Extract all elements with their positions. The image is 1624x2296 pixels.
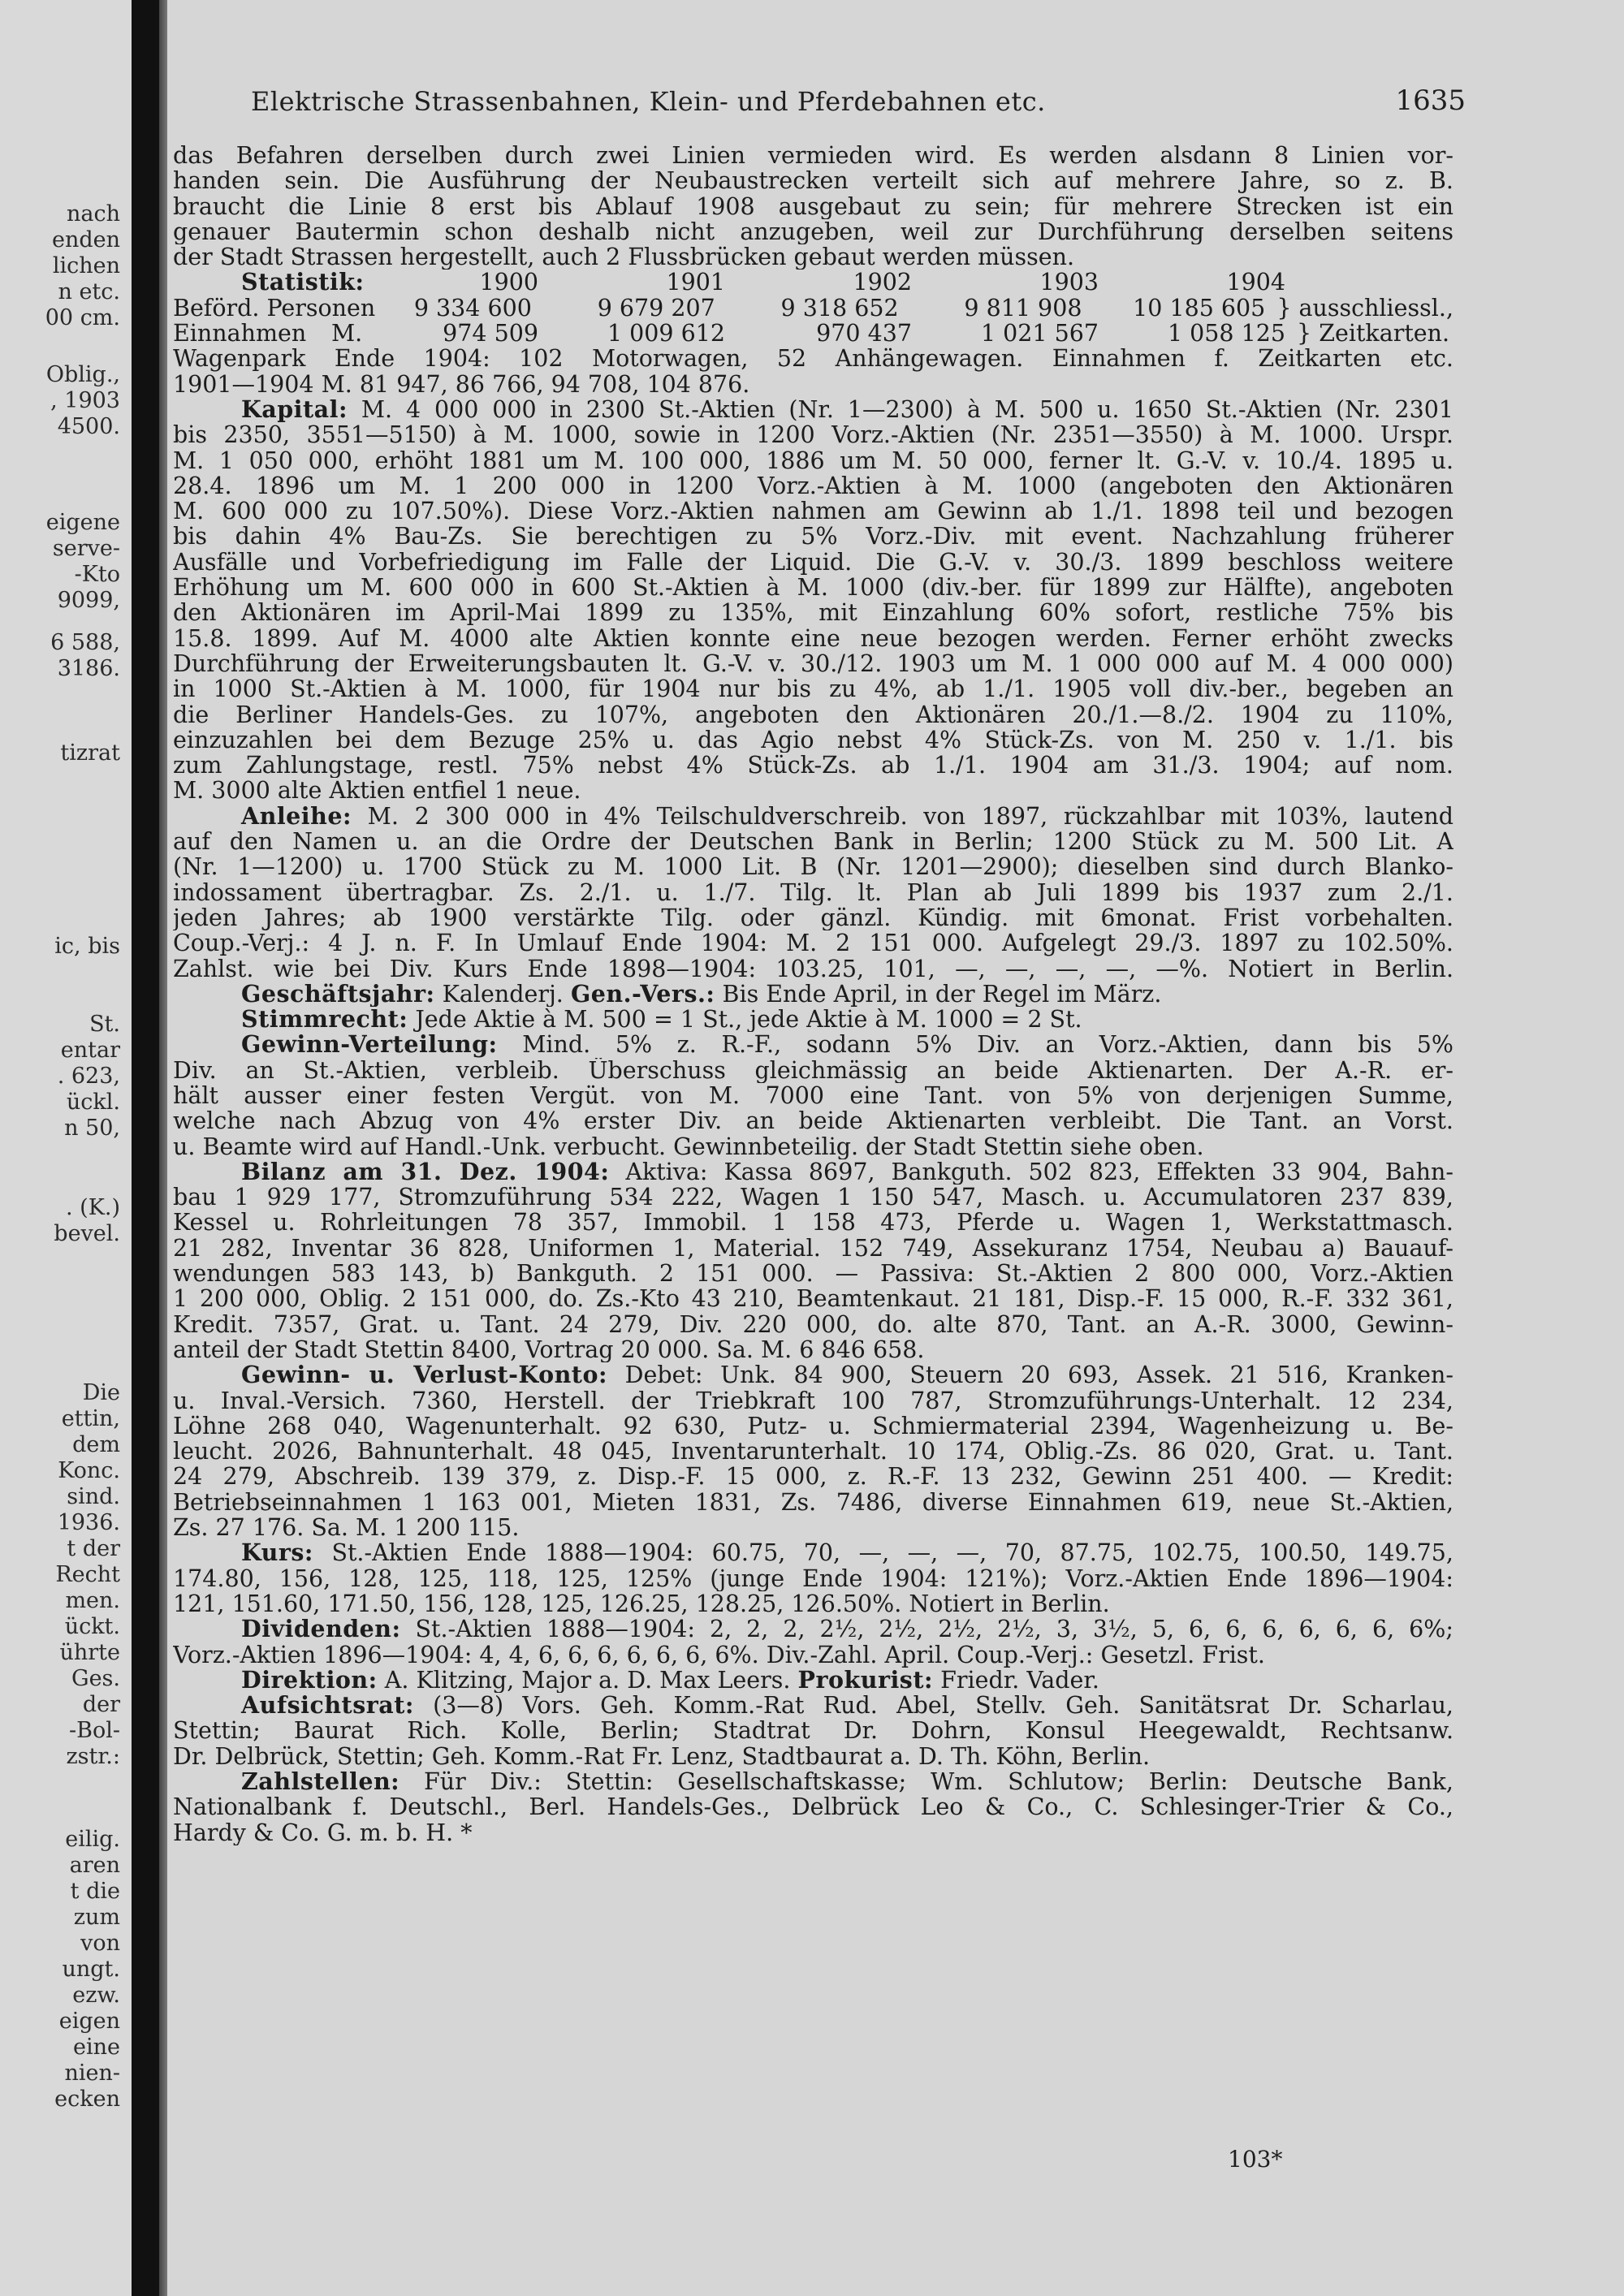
intro-paragraph bbox=[173, 143, 1453, 270]
text-line bbox=[173, 1032, 1453, 1057]
facing-page-fragment: n 50, bbox=[64, 1116, 120, 1141]
text-run: M. 4 000 000 in 2300 St.-Aktien (Nr. 1—2300) à M. 500 u. 1650 St.-Aktien (Nr. 2301 bbox=[347, 396, 1453, 423]
facing-page-fragment: von bbox=[80, 1931, 120, 1956]
text-run: M. 600 000 zu 107.50%). Diese Vorz.-Aktien nahmen am Gewinn ab 1./1. 1898 teil und bezogen bbox=[173, 498, 1453, 524]
text-line bbox=[173, 982, 1453, 1007]
facing-page-fragment: ückl. bbox=[66, 1090, 120, 1115]
statistik-value: 974 509 bbox=[443, 320, 538, 347]
left-page-margin-fragments bbox=[0, 0, 132, 2296]
statistik-value: 1 009 612 bbox=[607, 320, 725, 347]
text-line bbox=[173, 1566, 1453, 1591]
text-run: Löhne 268 040, Wagenunterhalt. 92 630, Putz- u. Schmiermaterial 2394, Wagenheizung u. Be- bbox=[173, 1413, 1453, 1439]
text-run: M. 3000 alte Aktien entfiel 1 neue. bbox=[173, 778, 581, 804]
text-run: 28.4. 1896 um M. 1 200 000 in 1200 Vorz.-Aktien à M. 1000 (angeboten den Aktionären bbox=[173, 473, 1453, 499]
text-line bbox=[173, 346, 1453, 371]
body-text bbox=[173, 143, 1453, 1845]
text-line bbox=[173, 1464, 1453, 1489]
text-line bbox=[173, 1261, 1453, 1286]
text-line bbox=[173, 727, 1453, 753]
facing-page-fragment: nach bbox=[67, 201, 120, 227]
text-line bbox=[173, 753, 1453, 778]
statistik-year: 1900 bbox=[479, 269, 538, 296]
facing-page-fragment: ungt. bbox=[62, 1957, 120, 1982]
text-run: Zs. 27 176. Sa. M. 1 200 115. bbox=[173, 1515, 520, 1541]
facing-page-fragment: n etc. bbox=[58, 279, 120, 304]
text-run: 121, 151.60, 171.50, 156, 128, 125, 126.25, 128.25, 126.50%. Notiert in Berlin. bbox=[173, 1590, 1110, 1617]
facing-page-fragment: eigene bbox=[45, 510, 120, 535]
section-label: Anleihe: bbox=[241, 803, 352, 830]
text-run: Bis Ende April, in der Regel im März. bbox=[715, 981, 1162, 1008]
text-line: genauer Bautermin schon deshalb nicht anzugeben, weil zur Durchführung derselben seitens bbox=[173, 218, 1453, 245]
facing-page-fragment: 00 cm. bbox=[45, 305, 120, 330]
text-line bbox=[173, 1439, 1453, 1464]
page-number: 1635 bbox=[1395, 84, 1466, 117]
statistik-year: 1903 bbox=[1039, 269, 1099, 296]
statistik-value: 9 679 207 bbox=[597, 294, 715, 322]
text-run: 24 279, Abschreib. 139 379, z. Disp.-F. 15 000, z. R.-F. 13 232, Gewinn 251 400. — Kredit: bbox=[173, 1464, 1453, 1490]
statistik-value: 9 811 908 bbox=[964, 294, 1082, 322]
text-run: die Berliner Handels-Ges. zu 107%, angeboten den Aktionären 20./1.—8./2. 1904 zu 110%, bbox=[173, 701, 1453, 727]
text-run: Kessel u. Rohrleitungen 78 357, Immobil. 1 158 473, Pferde u. Wagen 1, Werkstattmasch. bbox=[173, 1210, 1453, 1236]
text-run: (3—8) Vors. Geh. Komm.-Rat Rud. Abel, Stellv. Geh. Sanitätsrat Dr. Scharlau, bbox=[413, 1693, 1453, 1719]
facing-page-fragment: tizrat bbox=[60, 740, 120, 766]
section-label: Geschäftsjahr: bbox=[241, 981, 435, 1008]
text-line bbox=[173, 1769, 1453, 1794]
text-run: zum Zahlungstage, restl. 75% nebst 4% Stück-Zs. ab 1./1. 1904 am 31./3. 1904; auf nom. bbox=[173, 753, 1453, 779]
text-line bbox=[173, 1286, 1453, 1311]
facing-page-fragment: aren bbox=[69, 1853, 120, 1878]
section-label: Prokurist: bbox=[797, 1667, 934, 1694]
text-run: Kredit. 7357, Grat. u. Tant. 24 279, Div. 220 000, do. alte 870, Tant. an A.-R. 3000, Gewinn- bbox=[173, 1311, 1453, 1337]
text-run: welche nach Abzug von 4% erster Div. an beide Aktienarten verbleibt. Die Tant. an Vorst. bbox=[173, 1108, 1453, 1134]
facing-page-fragment: 3186. bbox=[57, 656, 120, 681]
text-line bbox=[173, 1236, 1453, 1261]
statistik-year: 1901 bbox=[666, 269, 725, 296]
running-head: Elektrische Strassenbahnen, Klein- und Pferdebahnen etc. bbox=[251, 86, 1046, 117]
facing-page-fragment: eilig. bbox=[65, 1827, 120, 1852]
text-line bbox=[173, 524, 1453, 549]
text-run: Für Div.: Stettin: Gesellschaftskasse; Wm. Schlutow; Berlin: Deutsche Bank, bbox=[400, 1769, 1453, 1795]
text-run: 15.8. 1899. Auf M. 4000 alte Aktien konnte eine neue bezogen werden. Ferner erhöht zwecks bbox=[173, 625, 1453, 651]
statistik-row-unit: M. bbox=[331, 320, 363, 347]
statistik-row-name: Einnahmen bbox=[173, 320, 307, 347]
facing-page-fragment: , 1903 bbox=[50, 388, 120, 413]
text-line bbox=[173, 778, 1453, 803]
facing-page-fragment: nien- bbox=[64, 2061, 120, 2086]
text-line bbox=[173, 1515, 1453, 1540]
facing-page-fragment: 4500. bbox=[57, 414, 120, 439]
text-line bbox=[173, 1210, 1453, 1235]
section-label: Zahlstellen: bbox=[241, 1769, 400, 1795]
text-line bbox=[173, 1820, 1453, 1845]
text-line bbox=[173, 473, 1453, 498]
text-line bbox=[173, 575, 1453, 600]
section-label: Gen.-Vers.: bbox=[570, 981, 715, 1008]
text-run: Kalenderj. bbox=[434, 981, 571, 1008]
facing-page-fragment: t die bbox=[70, 1879, 120, 1904]
text-run: leucht. 2026, Bahnunterhalt. 48 045, Inventarunterhalt. 10 174, Oblig.-Zs. 86 020, Grat. u. Tant. bbox=[173, 1439, 1453, 1465]
text-line: handen sein. Die Ausführung der Neubaustrecken verteilt sich auf mehrere Jahre, so z. B. bbox=[173, 168, 1453, 194]
facing-page-fragment: 1936. bbox=[57, 1510, 120, 1535]
text-run: in 1000 St.-Aktien à M. 1000, für 1904 nur bis zu 4%, ab 1./1. 1905 voll div.-ber., begeben an bbox=[173, 676, 1453, 702]
text-line bbox=[173, 1642, 1453, 1668]
text-run: 1901—1904 M. 81 947, 86 766, 94 708, 104 876. bbox=[173, 371, 750, 397]
text-line bbox=[173, 1744, 1453, 1769]
facing-page-fragment: enden bbox=[51, 227, 120, 252]
statistik-row bbox=[173, 296, 1453, 321]
text-run: 1 200 000, Oblig. 2 151 000, do. Zs.-Kto 43 210, Beamtenkaut. 21 181, Disp.-F. 15 000, R.-F. 332 361, bbox=[173, 1286, 1453, 1312]
text-run: Friedr. Vader. bbox=[933, 1667, 1099, 1694]
text-line: der Stadt Strassen hergestellt, auch 2 Flussbrücken gebaut werden müssen. bbox=[173, 244, 1075, 270]
text-line bbox=[173, 1413, 1453, 1439]
text-run: (Nr. 1—1200) u. 1700 Stück zu M. 1000 Lit. B (Nr. 1201—2900); dieselben sind durch Blanko- bbox=[173, 854, 1453, 880]
text-run: bis 2350, 3551—5150) à M. 1000, sowie in 1200 Vorz.-Aktien (Nr. 2351—3550) à M. 1000. Urspr. bbox=[173, 422, 1453, 448]
facing-page-fragment: . (K.) bbox=[66, 1195, 120, 1220]
text-line bbox=[173, 1007, 1453, 1032]
book-gutter bbox=[132, 0, 162, 2296]
text-run: Jede Aktie à M. 500 = 1 St., jede Aktie à M. 1000 = 2 St. bbox=[408, 1007, 1082, 1033]
text-run: Aktiva: Kassa 8697, Bankguth. 502 823, Effekten 33 904, Bahn- bbox=[609, 1159, 1453, 1185]
statistik-value: 970 437 bbox=[816, 320, 912, 347]
facing-page-fragment: entar bbox=[60, 1038, 120, 1063]
text-run: bis dahin 4% Bau-Zs. Sie berechtigen zu 5% Vorz.-Div. mit event. Nachzahlung früherer bbox=[173, 524, 1453, 550]
text-run: Zahlst. wie bei Div. Kurs Ende 1898—1904: 103.25, 101, —, —, —, —, —%. Notiert in Berlin. bbox=[173, 956, 1453, 982]
text-run: Coup.-Verj.: 4 J. n. F. In Umlauf Ende 1904: M. 2 151 000. Aufgelegt 29./3. 1897 zu 102.50%. bbox=[173, 930, 1453, 956]
text-run: Wagenpark Ende 1904: 102 Motorwagen, 52 Anhängewagen. Einnahmen f. Zeitkarten etc. bbox=[173, 346, 1453, 372]
section-label: Gewinn- u. Verlust-Konto: bbox=[241, 1362, 608, 1388]
statistik-value: 1 058 125 bbox=[1167, 320, 1285, 347]
text-line bbox=[173, 498, 1453, 524]
text-run: den Aktionären im April-Mai 1899 zu 135%, mit Einzahlung 60% sofort, restliche 75% bis bbox=[173, 600, 1453, 626]
statistik-value: 10 185 605 bbox=[1133, 294, 1266, 322]
section-label: Gewinn-Verteilung: bbox=[241, 1032, 498, 1058]
text-line bbox=[173, 448, 1453, 473]
statistik-row-name: Beförd. Personen bbox=[173, 294, 376, 322]
facing-page-fragment: Recht bbox=[55, 1562, 120, 1587]
facing-page-fragment: ückt. bbox=[64, 1614, 120, 1639]
facing-page-fragment: ecken bbox=[54, 2087, 120, 2112]
text-run: auf den Namen u. an die Ordre der Deutschen Bank in Berlin; 1200 Stück zu M. 500 Lit. A bbox=[173, 829, 1453, 855]
text-line bbox=[173, 1058, 1453, 1083]
text-line bbox=[173, 550, 1453, 575]
main-text bbox=[173, 346, 1453, 1845]
text-run: wendungen 583 143, b) Bankguth. 2 151 000. — Passiva: St.-Aktien 2 800 000, Vorz.-Aktien bbox=[173, 1261, 1453, 1287]
statistik-note: } Zeitkarten. bbox=[1297, 320, 1450, 347]
text-line bbox=[173, 1794, 1453, 1819]
text-line bbox=[173, 1668, 1453, 1693]
text-run: St.-Aktien Ende 1888—1904: 60.75, 70, —, —, —, 70, 87.75, 102.75, 100.50, 149.75, bbox=[313, 1540, 1453, 1566]
text-line bbox=[173, 372, 1453, 397]
text-line bbox=[173, 804, 1453, 829]
text-run: Ausfälle und Vorbefriedigung im Falle der Liquid. Die G.-V. v. 30./3. 1899 beschloss weitere bbox=[173, 549, 1453, 576]
statistik-row bbox=[173, 321, 1453, 346]
text-line bbox=[173, 1312, 1453, 1337]
text-line bbox=[173, 880, 1453, 905]
text-run: Durchführung der Erweiterungsbauten lt. G.-V. v. 30./12. 1903 um M. 1 000 000 auf M. 4 000 000) bbox=[173, 650, 1453, 677]
facing-page-fragment: der bbox=[82, 1692, 120, 1717]
text-line bbox=[173, 600, 1453, 625]
facing-page-fragment: ezw. bbox=[72, 1983, 120, 2008]
text-run: indossament übertragbar. Zs. 2./1. u. 1./7. Tilg. lt. Plan ab Juli 1899 bis 1937 zum 2./1. bbox=[173, 879, 1453, 905]
facing-page-fragment: . 623, bbox=[57, 1064, 120, 1089]
facing-page-fragment: lichen bbox=[52, 253, 120, 278]
text-line bbox=[173, 1616, 1453, 1642]
text-run: hält ausser einer festen Vergüt. von M. 7000 eine Tant. von 5% von derjenigen Summe, bbox=[173, 1082, 1453, 1109]
text-line bbox=[173, 397, 1453, 422]
facing-page-fragment: sind. bbox=[67, 1484, 120, 1509]
text-line bbox=[173, 1083, 1453, 1108]
facing-page-fragment: Konc. bbox=[58, 1458, 120, 1483]
text-line bbox=[173, 626, 1453, 651]
facing-page-fragment: 6 588, bbox=[50, 630, 120, 655]
text-line bbox=[173, 829, 1453, 854]
text-line bbox=[173, 702, 1453, 727]
text-line: das Befahren derselben durch zwei Linien vermieden wird. Es werden alsdann 8 Linien vor- bbox=[173, 143, 1453, 169]
facing-page-fragment: 9099, bbox=[57, 588, 120, 613]
statistik-value: 9 334 600 bbox=[413, 294, 532, 322]
text-run: Dr. Delbrück, Stettin; Geh. Komm.-Rat Fr. Lenz, Stadtbaurat a. D. Th. Köhn, Berlin. bbox=[173, 1743, 1151, 1769]
section-label: Aufsichtsrat: bbox=[241, 1693, 414, 1719]
text-line: braucht die Linie 8 erst bis Ablauf 1908 ausgebaut zu sein; für mehrere Strecken ist ein bbox=[173, 193, 1453, 219]
facing-page-fragment: zstr.: bbox=[66, 1744, 120, 1769]
text-run: u. Inval.-Versich. 7360, Herstell. der Triebkraft 100 787, Stromzuführungs-Unterhalt. 12 234, bbox=[173, 1388, 1453, 1413]
text-line bbox=[173, 676, 1453, 701]
facing-page-fragment: men. bbox=[65, 1588, 120, 1613]
text-line bbox=[173, 1693, 1453, 1718]
text-line bbox=[173, 1540, 1453, 1565]
facing-page-fragment: serve- bbox=[52, 536, 120, 561]
section-label: Kurs: bbox=[241, 1540, 313, 1566]
text-run: bau 1 929 177, Stromzuführung 534 222, Wagen 1 150 547, Masch. u. Accumulatoren 237 839, bbox=[173, 1185, 1453, 1211]
text-run: M. 2 300 000 in 4% Teilschuldverschreib. von 1897, rückzahlbar mit 103%, lautend bbox=[352, 803, 1453, 830]
text-run: Vorz.-Aktien 1896—1904: 4, 4, 6, 6, 6, 6, 6, 6, 6%. Div.-Zahl. April. Coup.-Verj.: Gesetzl. Frist. bbox=[173, 1642, 1265, 1668]
facing-page-fragment: bevel. bbox=[54, 1221, 120, 1246]
section-label: Bilanz am 31. Dez. 1904: bbox=[241, 1159, 610, 1185]
text-run: jeden Jahres; ab 1900 verstärkte Tilg. oder gänzl. Kündig. mit 6monat. Frist vorbehalten. bbox=[173, 904, 1453, 931]
text-run: Debet: Unk. 84 900, Steuern 20 693, Assek. 21 516, Kranken- bbox=[607, 1362, 1453, 1388]
facing-page-fragment: Ges. bbox=[71, 1666, 120, 1691]
text-run: 21 282, Inventar 36 828, Uniformen 1, Material. 152 749, Assekuranz 1754, Neubau a) Bauauf- bbox=[173, 1235, 1453, 1262]
text-run: Nationalbank f. Deutschl., Berl. Handels-Ges., Delbrück Leo & Co., C. Schlesinger-Trier & Co., bbox=[173, 1794, 1453, 1820]
text-run: Div. an St.-Aktien, verbleib. Überschuss gleichmässig an beide Aktienarten. Der A.-R. er- bbox=[173, 1057, 1453, 1083]
text-line bbox=[173, 651, 1453, 676]
text-line bbox=[173, 1134, 1453, 1159]
text-line bbox=[173, 422, 1453, 447]
text-run: Mind. 5% z. R.-F., sodann 5% Div. an Vorz.-Aktien, dann bis 5% bbox=[497, 1032, 1453, 1058]
text-run: Erhöhung um M. 600 000 in 600 St.-Aktien à M. 1000 (div.-ber. für 1899 zur Hälfte), angeboten bbox=[173, 575, 1453, 601]
text-line bbox=[173, 930, 1453, 956]
text-line bbox=[173, 1591, 1453, 1616]
text-run: einzuzahlen bei dem Bezuge 25% u. das Agio nebst 4% Stück-Zs. von M. 250 v. 1./1. bis bbox=[173, 727, 1453, 753]
facing-page-fragment: St. bbox=[89, 1012, 120, 1037]
statistik-table bbox=[173, 270, 1453, 346]
statistik-value: 9 318 652 bbox=[780, 294, 899, 322]
text-run: A. Klitzing, Major a. D. Max Leers. bbox=[377, 1667, 798, 1694]
text-run: Stettin; Baurat Rich. Kolle, Berlin; Stadtrat Dr. Dohrn, Konsul Heegewaldt, Rechtsanw. bbox=[173, 1718, 1453, 1744]
section-label: Kapital: bbox=[241, 396, 348, 423]
facing-page-fragment: eigen bbox=[58, 2009, 120, 2034]
facing-page-fragment: dem bbox=[72, 1432, 120, 1457]
signature-mark: 103* bbox=[1228, 2146, 1283, 2173]
facing-page-fragment: t der bbox=[67, 1536, 120, 1561]
text-line bbox=[173, 1108, 1453, 1133]
section-label: Dividenden: bbox=[241, 1616, 401, 1642]
facing-page-fragment: eine bbox=[73, 2035, 120, 2060]
text-line bbox=[173, 1718, 1453, 1743]
facing-page-fragment: ic, bis bbox=[54, 934, 120, 959]
text-run: Betriebseinnahmen 1 163 001, Mieten 1831, Zs. 7486, diverse Einnahmen 619, neue St.-Aktien, bbox=[173, 1489, 1453, 1516]
text-line bbox=[173, 956, 1453, 982]
facing-page-fragment: Die bbox=[82, 1380, 120, 1405]
text-line bbox=[173, 1362, 1453, 1388]
text-run: M. 1 050 000, erhöht 1881 um M. 100 000, 1886 um M. 50 000, ferner lt. G.-V. v. 10./4. 1895 u. bbox=[173, 447, 1453, 473]
text-line bbox=[173, 905, 1453, 930]
text-line bbox=[173, 1159, 1453, 1185]
statistik-header-row bbox=[173, 270, 1453, 295]
text-run: anteil der Stadt Stettin 8400, Vortrag 20 000. Sa. M. 6 846 658. bbox=[173, 1336, 925, 1363]
statistik-label: Statistik: bbox=[241, 268, 365, 296]
text-run: St.-Aktien 1888—1904: 2, 2, 2, 2½, 2½, 2½, 2½, 3, 3½, 5, 6, 6, 6, 6, 6, 6, 6%; bbox=[400, 1616, 1453, 1642]
facing-page-fragment: zum bbox=[73, 1905, 120, 1930]
text-line bbox=[173, 1388, 1453, 1413]
text-line bbox=[173, 1490, 1453, 1515]
statistik-year: 1904 bbox=[1226, 269, 1285, 296]
text-line bbox=[173, 854, 1453, 879]
text-run: u. Beamte wird auf Handl.-Unk. verbucht. Gewinnbeteilig. der Stadt Stettin siehe oben. bbox=[173, 1133, 1204, 1159]
text-line bbox=[173, 1337, 1453, 1362]
facing-page-fragment: Oblig., bbox=[45, 362, 120, 387]
facing-page-fragment: -Bol- bbox=[69, 1718, 120, 1743]
facing-page-fragment: -Kto bbox=[74, 562, 120, 587]
statistik-year: 1902 bbox=[853, 269, 912, 296]
facing-page-fragment: ettin, bbox=[61, 1406, 120, 1431]
text-run: Hardy & Co. G. m. b. H. * bbox=[173, 1819, 473, 1845]
section-label: Direktion: bbox=[241, 1667, 378, 1694]
text-line bbox=[173, 1185, 1453, 1210]
text-run: 174.80, 156, 128, 125, 118, 125, 125% (junge Ende 1904: 121%); Vorz.-Aktien Ende 1896—1904: bbox=[173, 1565, 1453, 1591]
facing-page-fragment: ührte bbox=[59, 1640, 120, 1665]
statistik-note: } ausschliessl., bbox=[1276, 294, 1454, 322]
statistik-value: 1 021 567 bbox=[980, 320, 1099, 347]
section-label: Stimmrecht: bbox=[241, 1007, 408, 1033]
